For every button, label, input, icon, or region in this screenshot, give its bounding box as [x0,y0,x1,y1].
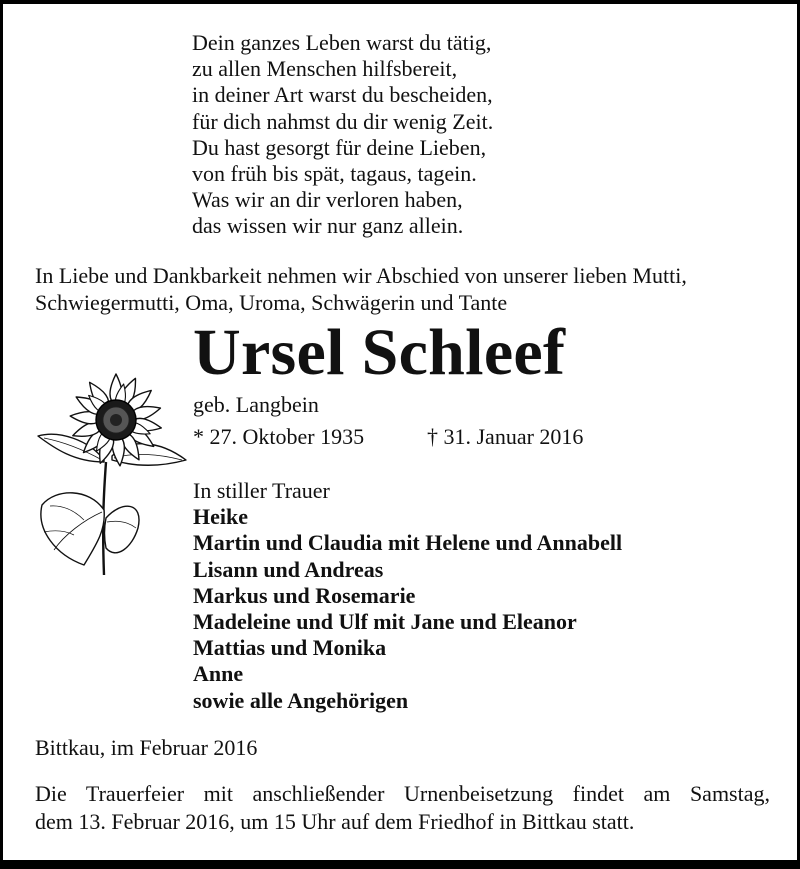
place-date: Bittkau, im Februar 2016 [35,735,258,760]
poem [192,30,493,240]
sunflower-icon [34,370,190,582]
funeral-info [35,780,770,836]
mourner-name: Markus und Rosemarie [193,582,416,608]
mourners-intro: In stiller Trauer [193,478,330,503]
life-dates [193,424,584,450]
birth-date: * 27. Oktober 1935 [193,424,365,449]
farewell-intro-line: In Liebe und Dankbarkeit nehmen wir Abschied von unserer lieben Mutti, [35,263,687,288]
mourner-name: Anne [193,661,244,687]
mourner-name: Madeleine und Ulf mit Jane und Eleanor [193,609,577,635]
poem-line: von früh bis spät, tagaus, tagein. [192,161,477,187]
poem-line: das wissen wir nur ganz allein. [192,213,464,239]
deceased-name: Ursel Schleef [193,316,566,389]
poem-line: Du hast gesorgt für deine Lieben, [192,134,487,160]
mourner-name: Martin und Claudia mit Helene und Annabell [193,530,623,556]
poem-line: Was wir an dir verloren haben, [192,187,463,213]
poem-line: in deiner Art warst du bescheiden, [192,82,493,108]
farewell-intro [35,262,770,316]
poem-line: Dein ganzes Leben warst du tätig, [192,30,492,55]
mourner-name: Mattias und Monika [193,635,387,661]
funeral-info-line: dem 13. Februar 2016, um 15 Uhr auf dem Friedhof in Bittkau statt. [35,809,635,834]
mourners-block [193,478,622,714]
mourner-name: Heike [193,504,248,530]
death-date: † 31. Januar 2016 [427,424,584,449]
mourner-name: Lisann und Andreas [193,556,384,582]
poem-line: zu allen Menschen hilfsbereit, [192,56,458,82]
birth-name: geb. Langbein [193,392,319,417]
poem-line: für dich nahmst du dir wenig Zeit. [192,108,494,134]
mourner-name: sowie alle Angehörigen [193,687,409,713]
farewell-intro-line: Schwiegermutti, Oma, Uroma, Schwägerin und Tante [35,290,508,315]
funeral-info-line: Die Trauerfeier mit anschließender Urnenbeisetzung findet am Samstag, [35,781,770,806]
